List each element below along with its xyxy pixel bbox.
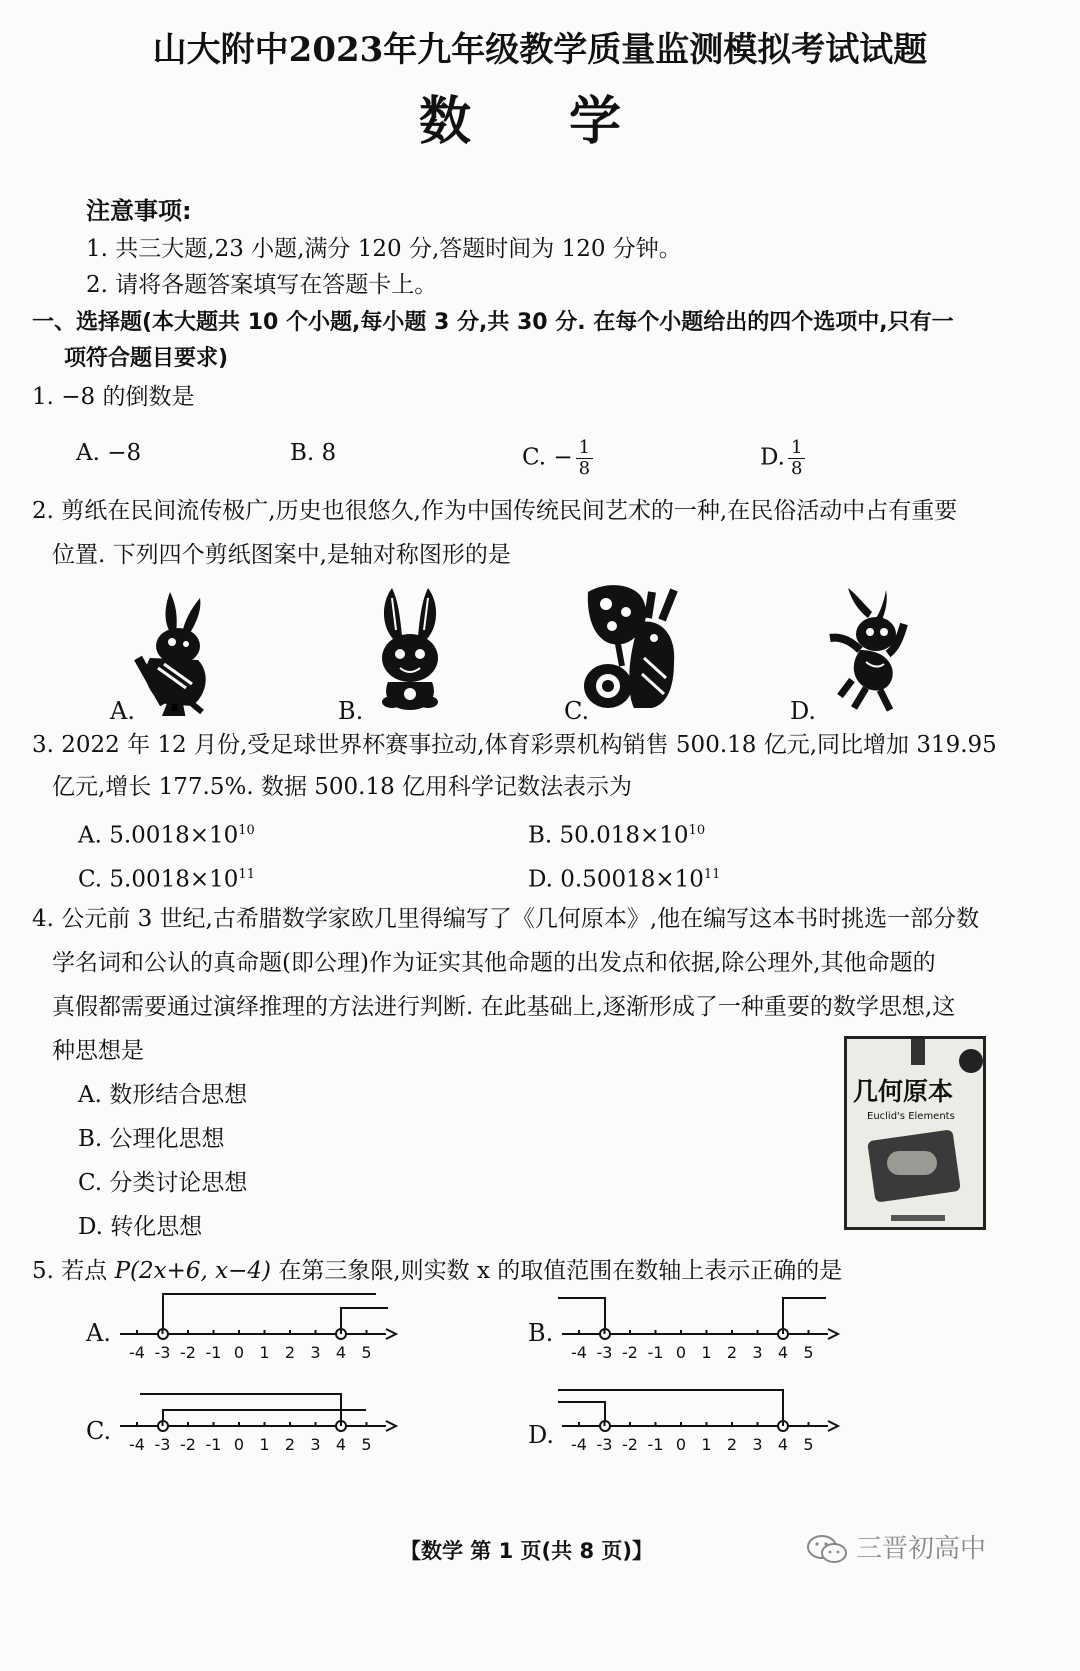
- number-line-b-arrow: [828, 1329, 838, 1339]
- number-line-c-tick-label: -3: [154, 1435, 171, 1454]
- papercut-rabbit-b-image: [372, 586, 448, 714]
- q5-stem-suffix: 在第三象限,则实数 x 的取值范围在数轴上表示正确的是: [271, 1258, 843, 1284]
- q4-option-c: C. 分类讨论思想: [78, 1170, 248, 1196]
- number-line-c-tick-label: 3: [310, 1435, 321, 1454]
- q2-label-d: D.: [790, 697, 817, 725]
- number-line-d-tick-label: 3: [752, 1435, 763, 1454]
- number-line-a-tick-label: -4: [129, 1343, 145, 1362]
- q1-c-numerator: 1: [576, 438, 593, 459]
- number-line-b-tick-label: 1: [701, 1343, 712, 1362]
- number-line-b-tick-label: 0: [675, 1343, 687, 1362]
- q1-option-b: B. 8: [290, 440, 337, 466]
- number-line-d-tick-label: -3: [596, 1435, 613, 1454]
- wechat-icon: [806, 1534, 850, 1566]
- q3-option-c-base: C. 5.0018×10: [78, 866, 239, 893]
- number-line-b-tick-label: 3: [752, 1343, 763, 1362]
- number-line-b-tick-label: -4: [571, 1343, 587, 1362]
- q2-label-c: C.: [564, 697, 590, 725]
- number-line-b-ray-left: [558, 1298, 605, 1328]
- number-line-a-tick-label: 2: [284, 1343, 296, 1362]
- book-cover-subtitle: Euclid's Elements: [867, 1111, 955, 1122]
- number-line-a-ray-right: [341, 1308, 388, 1328]
- q2-label-a: A.: [110, 697, 135, 725]
- q3-option-d-exponent: 11: [703, 867, 721, 882]
- q5-label-d: D.: [528, 1421, 555, 1449]
- number-line-b-tick-label: 5: [803, 1343, 814, 1362]
- number-line-d-tick-label: 1: [701, 1435, 712, 1454]
- q1-option-c: [522, 438, 593, 479]
- notice-item-2: 2. 请将各题答案填写在答题卡上。: [86, 272, 438, 298]
- q5-label-a: A.: [86, 1319, 111, 1347]
- book-cover-band: [911, 1039, 925, 1065]
- q5-label-c: C.: [86, 1417, 112, 1445]
- q3-line1: 3. 2022 年 12 月份,受足球世界杯赛事拉动,体育彩票机构销售 500.18 亿元,同比增加 319.95: [32, 732, 997, 758]
- book-cover-image: [844, 1036, 986, 1230]
- number-line-a-tick-label: 5: [361, 1343, 372, 1362]
- q5-label-b: B.: [528, 1319, 554, 1347]
- watermark-text: 三晋初高中: [856, 1534, 987, 1564]
- q1-option-d-fraction: [788, 438, 805, 479]
- number-line-c-tick-label: -2: [180, 1435, 196, 1454]
- number-line-d-arrow: [828, 1421, 838, 1431]
- number-line-c-tick-label: 5: [361, 1435, 372, 1454]
- q3-option-a: [78, 816, 255, 851]
- number-line-a-tick-label: -1: [205, 1343, 222, 1362]
- number-line-c-tick-label: 1: [259, 1435, 270, 1454]
- q1-stem: 1. −8 的倒数是: [32, 384, 195, 410]
- number-line-c-tick-label: 2: [284, 1435, 296, 1454]
- q4-line2: 学名词和公认的真命题(即公理)作为证实其他命题的出发点和依据,除公理外,其他命题的: [52, 950, 936, 976]
- number-line-a-tick-label: 1: [259, 1343, 270, 1362]
- number-line-a-tick-label: 3: [310, 1343, 321, 1362]
- q1-d-numerator: 1: [788, 438, 805, 459]
- number-line-d: [562, 1384, 842, 1464]
- section1-line1: 一、选择题(本大题共 10 个小题,每小题 3 分,共 30 分. 在每个小题给出的四个选项中,只有一: [32, 310, 954, 335]
- number-line-b-ray-right: [783, 1298, 826, 1328]
- q3-option-b-exponent: 10: [688, 823, 706, 838]
- book-cover-title: 几何原本: [853, 1077, 954, 1106]
- number-line-a-arrow: [386, 1329, 396, 1339]
- number-line-d-tick-label: -4: [571, 1435, 587, 1454]
- book-cover-publisher: [891, 1215, 945, 1221]
- q2-label-b: B.: [338, 697, 364, 725]
- number-line-a-ray-left: [163, 1294, 376, 1328]
- number-line-d-tick-label: 0: [675, 1435, 687, 1454]
- number-line-c-tick-label: -4: [129, 1435, 145, 1454]
- q2-line2: 位置. 下列四个剪纸图案中,是轴对称图形的是: [52, 542, 511, 568]
- q1-option-c-fraction: [576, 438, 593, 479]
- number-line-b-tick-label: -2: [622, 1343, 638, 1362]
- number-line-a-tick-label: 4: [335, 1343, 347, 1362]
- number-line-d-tick-label: 5: [803, 1435, 814, 1454]
- q3-option-b: [528, 816, 705, 851]
- number-line-c-bracket-inner: [163, 1410, 366, 1420]
- q3-option-c-exponent: 11: [238, 867, 255, 882]
- number-line-d-tick-label: -1: [647, 1435, 664, 1454]
- number-line-b-tick-label: -3: [596, 1343, 613, 1362]
- q3-line2: 亿元,增长 177.5%. 数据 500.18 亿用科学记数法表示为: [52, 774, 633, 800]
- q3-option-a-base: A. 5.0018×10: [78, 822, 239, 849]
- subject-title: 数 学: [418, 91, 662, 152]
- q5-stem: [32, 1256, 842, 1286]
- number-line-c: [120, 1384, 400, 1464]
- q3-option-c: [78, 860, 255, 895]
- q4-line4: 种思想是: [52, 1038, 144, 1064]
- number-line-d-tick-label: 4: [777, 1435, 789, 1454]
- q5-stem-prefix: 5. 若点: [32, 1258, 115, 1284]
- number-line-d-tick-label: 2: [726, 1435, 738, 1454]
- number-line-d-tick-label: -2: [622, 1435, 638, 1454]
- q4-option-a: A. 数形结合思想: [78, 1082, 248, 1108]
- q4-line3: 真假都需要通过演绎推理的方法进行判断. 在此基础上,逐渐形成了一种重要的数学思想,这: [52, 994, 956, 1020]
- number-line-c-bracket-outer: [140, 1394, 341, 1420]
- papercut-rabbit-a-image: [130, 588, 220, 716]
- number-line-b-tick-label: 2: [726, 1343, 738, 1362]
- q1-d-denominator: 8: [790, 458, 803, 479]
- q1-option-a: A. −8: [76, 440, 142, 466]
- number-line-d-bracket-outer: [558, 1390, 783, 1420]
- q1-option-c-prefix: C. −: [522, 444, 573, 471]
- q2-line1: 2. 剪纸在民间流传极广,历史也很悠久,作为中国传统民间艺术的一种,在民俗活动中占有重要: [32, 498, 958, 524]
- number-line-c-arrow: [386, 1421, 396, 1431]
- section1-line2: 项符合题目要求): [64, 346, 229, 371]
- notice-heading: 注意事项:: [86, 197, 192, 225]
- number-line-c-tick-label: 0: [233, 1435, 245, 1454]
- book-cover-badge: [959, 1049, 983, 1073]
- notice-item-1: 1. 共三大题,23 小题,满分 120 分,答题时间为 120 分钟。: [86, 236, 682, 262]
- q3-option-d: [528, 860, 720, 895]
- q4-option-d: D. 转化思想: [78, 1214, 203, 1240]
- q4-line1: 4. 公元前 3 世纪,古希腊数学家欧几里得编写了《几何原本》,他在编写这本书时挑选一部分数: [32, 906, 980, 932]
- book-cover-art-highlight: [887, 1151, 937, 1175]
- number-line-a-tick-label: -2: [180, 1343, 196, 1362]
- number-line-a-tick-label: 0: [233, 1343, 245, 1362]
- number-line-d-bracket-inner: [558, 1402, 605, 1420]
- number-line-b-tick-label: -1: [647, 1343, 664, 1362]
- number-line-c-tick-label: 4: [335, 1435, 347, 1454]
- papercut-rabbit-c-image: [582, 582, 690, 712]
- number-line-a: [120, 1288, 400, 1368]
- number-line-b: [562, 1288, 842, 1368]
- q3-option-d-base: D. 0.50018×10: [528, 866, 704, 893]
- exam-title: 山大附中2023年九年级教学质量监测模拟考试试题: [152, 30, 928, 70]
- q3-option-b-base: B. 50.018×10: [528, 822, 689, 849]
- page-footer: 【数学 第 1 页(共 8 页)】: [400, 1539, 653, 1563]
- q1-c-denominator: 8: [578, 458, 591, 479]
- papercut-rabbit-d-image: [826, 584, 912, 714]
- q1-option-d: [760, 438, 805, 479]
- number-line-c-tick-label: -1: [205, 1435, 222, 1454]
- q1-option-d-prefix: D.: [760, 444, 785, 471]
- number-line-b-tick-label: 4: [777, 1343, 789, 1362]
- q3-option-a-exponent: 10: [238, 823, 255, 838]
- q4-option-b: B. 公理化思想: [78, 1126, 225, 1152]
- q5-stem-expression: P(2x+6, x−4): [114, 1258, 272, 1284]
- number-line-a-tick-label: -3: [154, 1343, 171, 1362]
